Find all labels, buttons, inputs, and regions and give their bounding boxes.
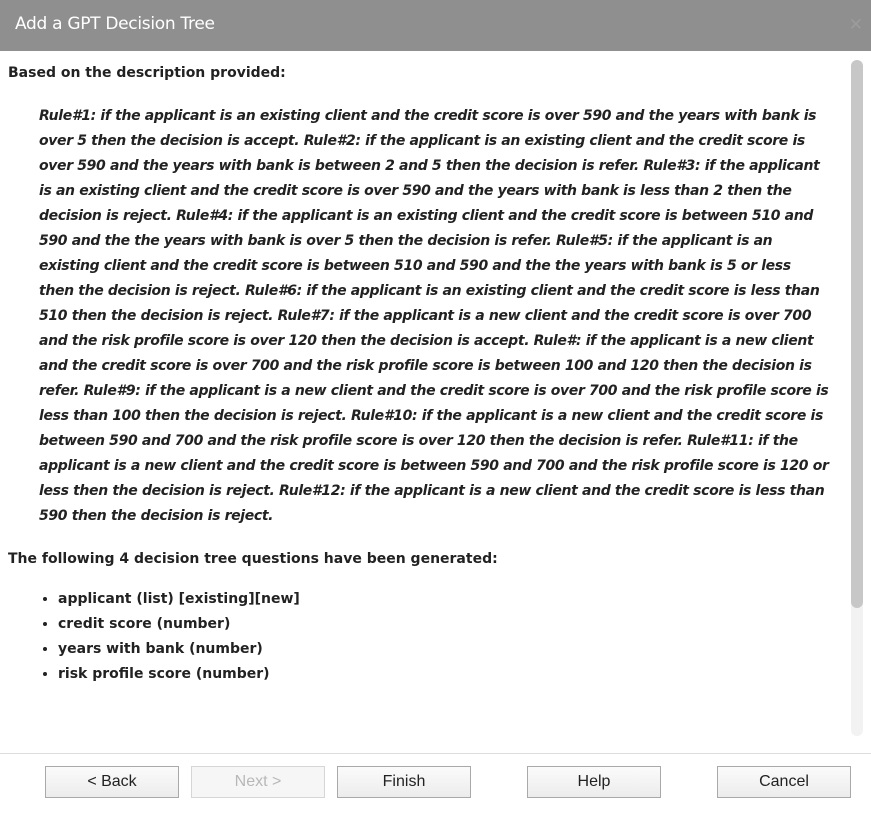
- dialog-content[interactable]: [0, 51, 848, 737]
- dialog-titlebar: [0, 0, 871, 51]
- dialog-footer: [0, 753, 871, 813]
- finish-button[interactable]: Finish: [337, 766, 471, 798]
- cancel-button[interactable]: Cancel: [717, 766, 851, 798]
- list-item: • applicant (list) [existing][new]: [58, 587, 836, 612]
- questions-heading: The following 4 decision tree questions have been generated:: [8, 551, 498, 567]
- list-item: • credit score (number): [58, 612, 836, 637]
- description-text: Rule#1: if the applicant is an existing client and the credit score is over 590 and the years with bank is over 5 then the decision is accept. Rule#2: if the applicant is an existing client and the credit score is over 590 and the years with bank is between 2 and 5 then the decision is refer. Rule#3: if the applicant is an existing client and the credit score is over 590 and the years with bank is less than 2 then the decision is reject. Rule#4: if the applicant is an existing client and the credit score is between 510 and 590 and the the years with bank is over 5 then the decision is refer. Rule#5: if the applicant is an existing client and the credit score is between 510 and 590 and the the years with bank is 5 or less then the decision is reject. Rule#6: if the applicant is an existing client and the credit score is less than 510 then the decision is reject. Rule#7: if the applicant is a new client and the credit score is over 700 and the risk profile score is over 120 then the decision is accept. Rule#: if the applicant is a new client and the credit score is over 700 and the risk profile score is between 100 and 120 then the decision is refer. Rule#9: if the applicant is a new client and the credit score is over 700 and the risk profile score is less than 100 then the decision is reject. Rule#10: if the applicant is a new client and the credit score is between 590 and 700 and the risk profile score is over 120 then the decision is refer. Rule#11: if the applicant is a new client and the credit score is between 590 and 700 and the risk profile score is 120 or less then the decision is reject. Rule#12: if the applicant is a new client and the credit score is less than 590 then the decision is reject.: [39, 108, 829, 524]
- back-button[interactable]: < Back: [45, 766, 179, 798]
- close-icon[interactable]: ✕: [848, 15, 863, 35]
- dialog-title: Add a GPT Decision Tree: [15, 14, 215, 34]
- intro-text: Based on the description provided:: [8, 65, 286, 81]
- list-item: • years with bank (number): [58, 637, 836, 662]
- scrollbar-thumb[interactable]: [851, 60, 863, 608]
- questions-list: [8, 587, 836, 687]
- list-item: • risk profile score (number): [58, 662, 836, 687]
- help-button[interactable]: Help: [527, 766, 661, 798]
- next-button[interactable]: Next >: [191, 766, 325, 798]
